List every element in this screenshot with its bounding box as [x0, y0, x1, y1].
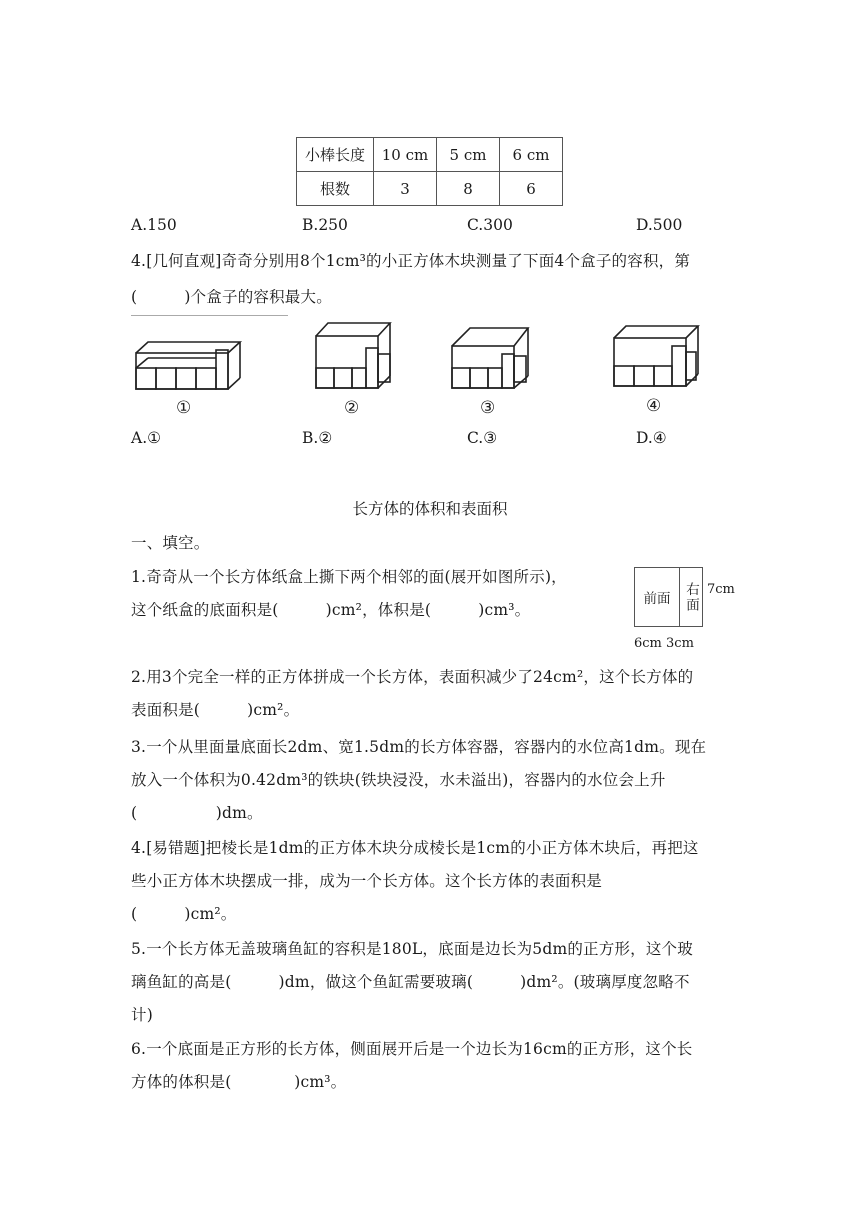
box-label: ③ [480, 398, 496, 418]
table-cell: 根数 [297, 172, 374, 206]
table-cell: 小棒长度 [297, 138, 374, 172]
fill-q2-line1: 2.用3个完全一样的正方体拼成一个长方体，表面积减少了24cm²，这个长方体的 [131, 668, 694, 686]
fill-q3-line1: 3.一个从里面量底面长2dm、宽1.5dm的长方体容器，容器内的水位高1dm。现在 [131, 738, 707, 756]
fill-q5-line1: 5.一个长方体无盖玻璃鱼缸的容积是180L，底面是边长为5dm的正方形，这个玻 [131, 940, 693, 958]
table-row [297, 172, 563, 206]
box-4-drawing [608, 318, 703, 418]
option-a: A.① [131, 429, 162, 447]
width-labels: 6cm 3cm [634, 636, 694, 651]
fill-q3-line3: ( )dm。 [131, 804, 263, 822]
fill-q3-line2: 放入一个体积为0.42dm³的铁块(铁块浸没，水未溢出)，容器内的水位会上升 [131, 771, 666, 789]
box-label: ② [344, 398, 360, 418]
table-cell: 5 cm [437, 138, 500, 172]
table-cell: 8 [437, 172, 500, 206]
fill-q1-line2: 这个纸盒的底面积是( )cm²，体积是( )cm³。 [131, 601, 531, 619]
fill-q6-line2: 方体的体积是( )cm³。 [131, 1073, 347, 1091]
box-2-drawing [312, 318, 397, 418]
height-label: 7cm [707, 582, 735, 597]
section-title: 长方体的体积和表面积 [352, 500, 508, 518]
box-label: ④ [646, 396, 662, 416]
option-b: B.② [302, 429, 333, 447]
table-cell: 3 [374, 172, 437, 206]
fill-q6-line1: 6.一个底面是正方形的长方体，侧面展开后是一个边长为16cm的正方形，这个长 [131, 1040, 693, 1058]
rod-table [296, 137, 563, 206]
question-4-line2: ( )个盒子的容积最大。 [131, 288, 332, 306]
divider [131, 315, 288, 316]
box-figure-3 [448, 318, 533, 418]
option-c: C.③ [467, 429, 498, 447]
unfolded-faces-figure [634, 567, 703, 627]
fill-q2-line2: 表面积是( )cm²。 [131, 701, 300, 719]
fill-q4-line2: 些小正方体木块摆成一排，成为一个长方体。这个长方体的表面积是 [131, 872, 603, 890]
option-a: A.150 [131, 216, 177, 234]
table-cell: 6 [500, 172, 563, 206]
front-face: 前面 [635, 568, 680, 626]
box-1-drawing [128, 318, 243, 418]
fill-q5-line3: 计) [131, 1006, 153, 1024]
box-label: ① [176, 398, 192, 418]
table-row [297, 138, 563, 172]
option-d: D.④ [636, 429, 667, 447]
part-heading: 一、填空。 [131, 534, 210, 552]
table-cell: 10 cm [374, 138, 437, 172]
box-figure-1 [128, 318, 243, 418]
fill-q4-line3: ( )cm²。 [131, 905, 237, 923]
option-b: B.250 [302, 216, 348, 234]
fill-q1-line1: 1.奇奇从一个长方体纸盒上撕下两个相邻的面(展开如图所示)， [131, 568, 567, 586]
fill-q5-line2: 璃鱼缸的高是( )dm，做这个鱼缸需要玻璃( )dm²。(玻璃厚度忽略不 [131, 973, 690, 991]
box-3-drawing [448, 318, 533, 418]
fill-q4-line1: 4.[易错题]把棱长是1dm的正方体木块分成棱长是1cm的小正方体木块后，再把这 [131, 839, 699, 857]
table-cell: 6 cm [500, 138, 563, 172]
box-figure-2 [312, 318, 397, 418]
right-face: 右面 [683, 581, 699, 613]
question-4-line1: 4.[几何直观]奇奇分别用8个1cm³的小正方体木块测量了下面4个盒子的容积，第 [131, 252, 691, 270]
option-c: C.300 [467, 216, 513, 234]
box-figure-4 [608, 318, 703, 418]
option-d: D.500 [636, 216, 683, 234]
